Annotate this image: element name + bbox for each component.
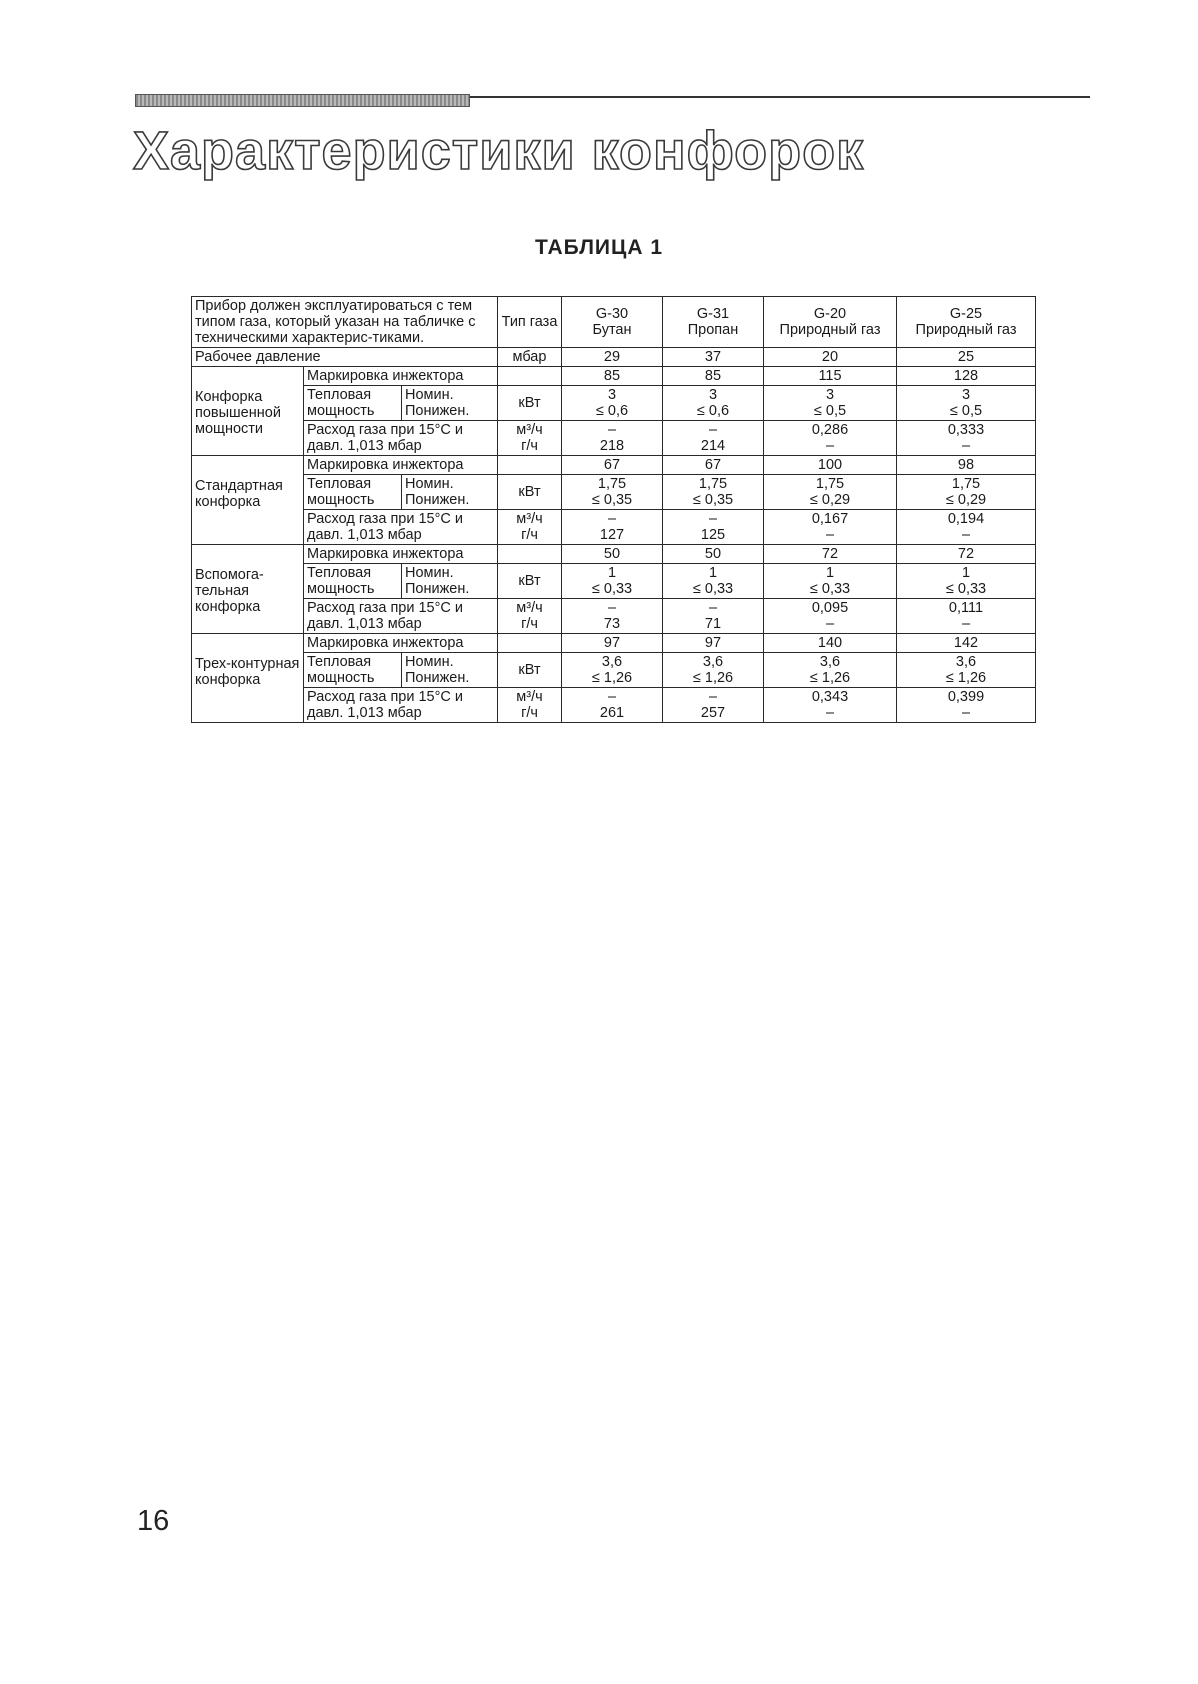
gas-flow-row: [192, 510, 1036, 545]
power-value-cell: 3,6 ≤ 1,26: [562, 653, 663, 688]
value-cell: 142: [897, 634, 1036, 653]
heat-power-row: [192, 653, 1036, 688]
flow-units: м³/ч г/ч: [498, 421, 562, 456]
flow-value-cell: 0,167 –: [764, 510, 897, 545]
flow-units: м³/ч г/ч: [498, 688, 562, 723]
header-decor-bar: [135, 94, 470, 107]
power-mode-label: Номин. Понижен.: [402, 386, 498, 421]
burner-name: Трех-контурная конфорка: [192, 634, 304, 723]
gas-column-g25: G-25 Природный газ: [897, 297, 1036, 348]
power-value-cell: 3,6 ≤ 1,26: [897, 653, 1036, 688]
kw-unit: кВт: [498, 386, 562, 421]
power-mode-label: Номин. Понижен.: [402, 564, 498, 599]
gas-flow-row: [192, 599, 1036, 634]
heat-power-label: Тепловая мощность: [304, 564, 402, 599]
kw-unit: кВт: [498, 653, 562, 688]
burner-specs-table: [191, 296, 1036, 723]
flow-value-cell: 0,286 –: [764, 421, 897, 456]
value-cell: 115: [764, 367, 897, 386]
value-cell: 72: [764, 545, 897, 564]
value-cell: 98: [897, 456, 1036, 475]
value-cell: 67: [663, 456, 764, 475]
power-value-cell: 1 ≤ 0,33: [562, 564, 663, 599]
flow-value-cell: 0,399 –: [897, 688, 1036, 723]
flow-value-cell: 0,095 –: [764, 599, 897, 634]
flow-value-cell: – 218: [562, 421, 663, 456]
power-value-cell: 3,6 ≤ 1,26: [764, 653, 897, 688]
heat-power-label: Тепловая мощность: [304, 475, 402, 510]
pressure-label: Рабочее давление: [192, 348, 498, 367]
value-cell: 128: [897, 367, 1036, 386]
flow-value-cell: 0,343 –: [764, 688, 897, 723]
injector-row: [192, 545, 1036, 564]
pressure-value: 37: [663, 348, 764, 367]
kw-unit: кВт: [498, 475, 562, 510]
gas-flow-label: Расход газа при 15°С и давл. 1,013 мбар: [304, 599, 498, 634]
power-value-cell: 1 ≤ 0,33: [764, 564, 897, 599]
header-rule: [470, 96, 1090, 98]
gas-column-g30: G-30 Бутан: [562, 297, 663, 348]
power-value-cell: 3 ≤ 0,5: [897, 386, 1036, 421]
gas-flow-row: [192, 421, 1036, 456]
power-value-cell: 3,6 ≤ 1,26: [663, 653, 764, 688]
value-cell: 85: [562, 367, 663, 386]
power-mode-label: Номин. Понижен.: [402, 475, 498, 510]
injector-label: Маркировка инжектора: [304, 634, 498, 653]
heat-power-row: [192, 475, 1036, 510]
flow-value-cell: 0,333 –: [897, 421, 1036, 456]
gas-flow-row: [192, 688, 1036, 723]
pressure-value: 20: [764, 348, 897, 367]
power-value-cell: 1,75 ≤ 0,29: [764, 475, 897, 510]
value-cell: 50: [663, 545, 764, 564]
empty-unit-cell: [498, 545, 562, 564]
burner-name: Стандартная конфорка: [192, 456, 304, 545]
flow-units: м³/ч г/ч: [498, 599, 562, 634]
table-header-row: [192, 297, 1036, 348]
gas-column-g31: G-31 Пропан: [663, 297, 764, 348]
value-cell: 67: [562, 456, 663, 475]
injector-label: Маркировка инжектора: [304, 456, 498, 475]
power-value-cell: 1 ≤ 0,33: [663, 564, 764, 599]
flow-value-cell: 0,194 –: [897, 510, 1036, 545]
empty-unit-cell: [498, 634, 562, 653]
heat-power-row: [192, 564, 1036, 599]
heat-power-row: [192, 386, 1036, 421]
flow-units: м³/ч г/ч: [498, 510, 562, 545]
power-value-cell: 1,75 ≤ 0,29: [897, 475, 1036, 510]
value-cell: 97: [562, 634, 663, 653]
flow-value-cell: – 257: [663, 688, 764, 723]
flow-value-cell: – 214: [663, 421, 764, 456]
burner-name: Вспомога-тельная конфорка: [192, 545, 304, 634]
empty-unit-cell: [498, 456, 562, 475]
empty-unit-cell: [498, 367, 562, 386]
flow-value-cell: – 125: [663, 510, 764, 545]
flow-value-cell: – 261: [562, 688, 663, 723]
injector-label: Маркировка инжектора: [304, 367, 498, 386]
pressure-unit: мбар: [498, 348, 562, 367]
gas-type-note: Прибор должен эксплуатироваться с тем типом газа, который указан на табличке с техническими характерис-тиками.: [192, 297, 498, 348]
heat-power-label: Тепловая мощность: [304, 653, 402, 688]
injector-label: Маркировка инжектора: [304, 545, 498, 564]
power-value-cell: 1,75 ≤ 0,35: [562, 475, 663, 510]
gas-flow-label: Расход газа при 15°С и давл. 1,013 мбар: [304, 510, 498, 545]
injector-row: [192, 456, 1036, 475]
gas-flow-label: Расход газа при 15°С и давл. 1,013 мбар: [304, 688, 498, 723]
heat-power-label: Тепловая мощность: [304, 386, 402, 421]
pressure-value: 29: [562, 348, 663, 367]
flow-value-cell: – 71: [663, 599, 764, 634]
value-cell: 140: [764, 634, 897, 653]
value-cell: 50: [562, 545, 663, 564]
power-value-cell: 1,75 ≤ 0,35: [663, 475, 764, 510]
pressure-value: 25: [897, 348, 1036, 367]
flow-value-cell: 0,111 –: [897, 599, 1036, 634]
power-value-cell: 3 ≤ 0,5: [764, 386, 897, 421]
table-caption: ТАБЛИЦА 1: [534, 236, 664, 259]
flow-value-cell: – 73: [562, 599, 663, 634]
page-title: Характеристики конфорок: [133, 121, 865, 181]
power-value-cell: 3 ≤ 0,6: [562, 386, 663, 421]
pressure-row: [192, 348, 1036, 367]
burner-name: Конфорка повышенной мощности: [192, 367, 304, 456]
value-cell: 72: [897, 545, 1036, 564]
value-cell: 97: [663, 634, 764, 653]
injector-row: [192, 367, 1036, 386]
flow-value-cell: – 127: [562, 510, 663, 545]
gas-flow-label: Расход газа при 15°С и давл. 1,013 мбар: [304, 421, 498, 456]
value-cell: 85: [663, 367, 764, 386]
value-cell: 100: [764, 456, 897, 475]
page-number: 16: [137, 1505, 170, 1537]
power-value-cell: 3 ≤ 0,6: [663, 386, 764, 421]
kw-unit: кВт: [498, 564, 562, 599]
power-mode-label: Номин. Понижен.: [402, 653, 498, 688]
power-value-cell: 1 ≤ 0,33: [897, 564, 1036, 599]
gas-type-header: Тип газа: [498, 297, 562, 348]
injector-row: [192, 634, 1036, 653]
gas-column-g20: G-20 Природный газ: [764, 297, 897, 348]
